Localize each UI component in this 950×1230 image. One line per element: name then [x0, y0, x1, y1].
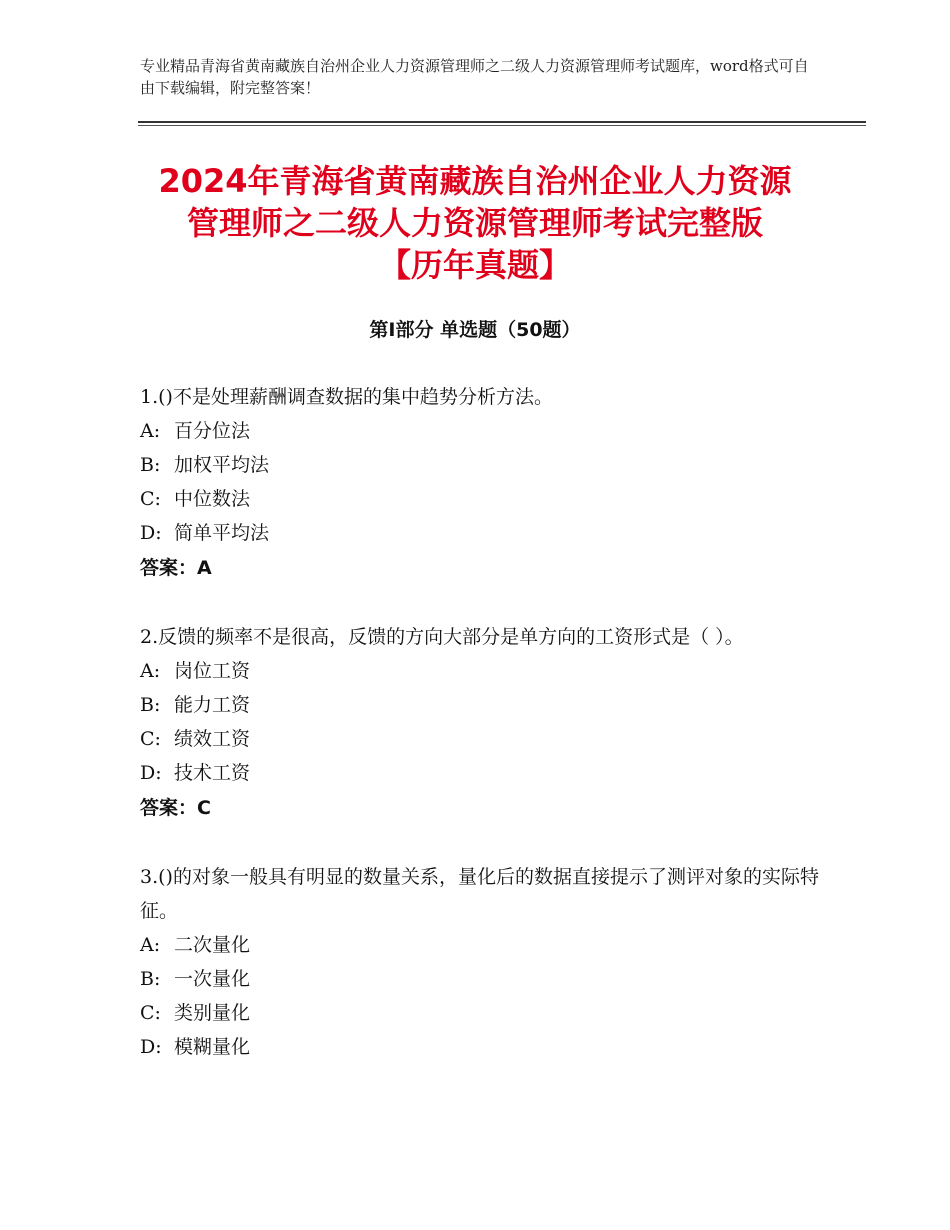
option-letter: A: — [140, 420, 161, 442]
option-letter: A: — [140, 660, 161, 682]
option-letter: D: — [140, 1036, 162, 1058]
header-note: 专业精品青海省黄南藏族自治州企业人力资源管理师之二级人力资源管理师考试题库，word格式可自由下载编辑，附完整答案！ — [140, 57, 809, 97]
option-d — [140, 516, 820, 550]
option-d — [140, 1030, 820, 1064]
option-text: 二次量化 — [174, 934, 251, 956]
question-1 — [140, 380, 820, 586]
title-line-1: 2024年青海省黄南藏族自治州企业人力资源 — [158, 162, 792, 200]
option-text: 能力工资 — [174, 694, 251, 716]
option-text: 技术工资 — [174, 762, 251, 784]
option-text: 中位数法 — [174, 488, 251, 510]
option-text: 类别量化 — [174, 1002, 251, 1024]
question-text: 3.()的对象一般具有明显的数量关系，量化后的数据直接提示了测评对象的实际特征。 — [140, 866, 819, 922]
question-2 — [140, 620, 820, 826]
question-text: 2.反馈的频率不是很高，反馈的方向大部分是单方向的工资形式是（ ）。 — [140, 626, 744, 648]
question-text: 1.()不是处理薪酬调查数据的集中趋势分析方法。 — [140, 386, 553, 408]
option-c — [140, 722, 820, 756]
option-text: 百分位法 — [174, 420, 251, 442]
title-line-2: 管理师之二级人力资源管理师考试完整版 — [186, 204, 763, 242]
option-letter: C: — [140, 1002, 161, 1024]
option-text: 加权平均法 — [174, 454, 270, 476]
document-title — [100, 160, 850, 286]
title-line-3: 【历年真题】 — [378, 246, 571, 284]
option-letter: B: — [140, 694, 161, 716]
header-rule-thick — [138, 121, 866, 123]
option-text: 模糊量化 — [174, 1036, 251, 1058]
option-a — [140, 654, 820, 688]
option-a — [140, 414, 820, 448]
option-b — [140, 448, 820, 482]
answer-line: 答案：A — [140, 557, 212, 579]
option-letter: B: — [140, 454, 161, 476]
option-letter: A: — [140, 934, 161, 956]
option-c — [140, 996, 820, 1030]
option-letter: B: — [140, 968, 161, 990]
option-b — [140, 688, 820, 722]
answer-line: 答案：C — [140, 797, 211, 819]
option-letter: D: — [140, 762, 162, 784]
option-b — [140, 962, 820, 996]
option-text: 岗位工资 — [174, 660, 251, 682]
option-letter: C: — [140, 488, 161, 510]
question-list — [140, 380, 820, 1098]
option-text: 简单平均法 — [174, 522, 270, 544]
option-text: 一次量化 — [174, 968, 251, 990]
option-a — [140, 928, 820, 962]
header-rule-thin — [138, 125, 866, 126]
question-3 — [140, 860, 820, 1064]
option-c — [140, 482, 820, 516]
option-d — [140, 756, 820, 790]
option-letter: C: — [140, 728, 161, 750]
option-text: 绩效工资 — [174, 728, 251, 750]
section-title: 第Ⅰ部分 单选题（50题） — [369, 319, 581, 341]
option-letter: D: — [140, 522, 162, 544]
